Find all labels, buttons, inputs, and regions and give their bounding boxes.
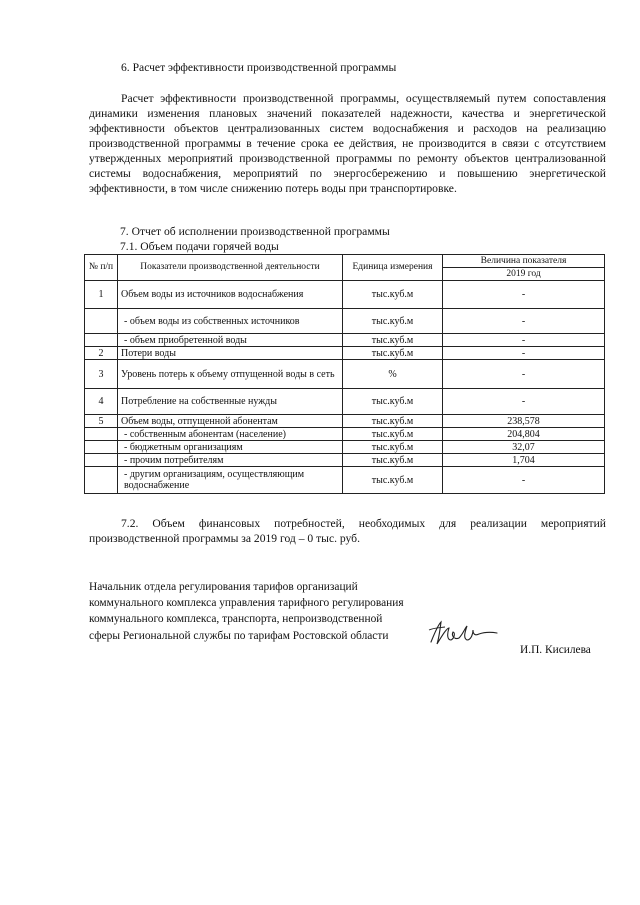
section-6-paragraph: Расчет эффективности производственной программы, осуществляемый путем сопоставления динамики изменения плановых значений показателей надежности, качества и энергетической эффективности объектов централизованных систем водоснабжения и расходов на реализацию производственной программы в течение срока ее действия, не производится в связи с отсутствием утвержденных мероприятий производственной программы по ремонту объектов централизованной системы водоснабжения, мероприятий по энергосбережению и повышению энергетической эффективности, в том числе снижению потерь воды при транспортировке. xyxy=(89,92,606,195)
header-year: 2019 год xyxy=(443,268,605,281)
signatory-position: Начальник отдела регулирования тарифов организаций коммунального комплекса управления тарифного регулирования коммунального комплекса, транспорта, непроизводственной сферы Региональной службы по тарифам Ростовской области xyxy=(89,581,404,642)
header-value: Величина показателя xyxy=(443,255,605,268)
section-7-2-paragraph: 7.2. Объем финансовых потребностей, необходимых для реализации мероприятий производственной программы за 2019 год – 0 тыс. руб. xyxy=(89,517,606,545)
row-unit: тыс.куб.м xyxy=(343,467,443,494)
table-row xyxy=(85,389,605,415)
section-6-heading: 6. Расчет эффективности производственной программы xyxy=(121,61,397,74)
row-num: 1 xyxy=(85,281,118,309)
row-unit: тыс.куб.м xyxy=(343,309,443,334)
row-value: 204,804 xyxy=(443,428,605,441)
row-value: 238,578 xyxy=(443,415,605,428)
row-value: 1,704 xyxy=(443,454,605,467)
table-row xyxy=(85,415,605,428)
row-value: 32,07 xyxy=(443,441,605,454)
row-name: Объем воды, отпущенной абонентам xyxy=(118,415,343,428)
row-name: - другим организациям, осуществляющим водоснабжение xyxy=(118,467,343,494)
row-unit: тыс.куб.м xyxy=(343,334,443,347)
row-name: - собственным абонентам (население) xyxy=(118,428,343,441)
row-name: - бюджетным организациям xyxy=(118,441,343,454)
row-num: 3 xyxy=(85,360,118,389)
row-name: - объем приобретенной воды xyxy=(118,334,343,347)
row-num xyxy=(85,309,118,334)
water-supply-table xyxy=(84,254,605,494)
row-unit: тыс.куб.м xyxy=(343,281,443,309)
row-value: - xyxy=(443,309,605,334)
row-unit: % xyxy=(343,360,443,389)
header-indicator: Показатели производственной деятельности xyxy=(118,255,343,281)
row-num xyxy=(85,334,118,347)
handwritten-signature xyxy=(425,614,505,654)
row-num xyxy=(85,454,118,467)
row-name: Уровень потерь к объему отпущенной воды в сеть xyxy=(118,360,343,389)
header-unit: Единица измерения xyxy=(343,255,443,281)
row-value: - xyxy=(443,334,605,347)
row-num xyxy=(85,428,118,441)
row-value: - xyxy=(443,467,605,494)
row-name: - прочим потребителям xyxy=(118,454,343,467)
row-name: - объем воды из собственных источников xyxy=(118,309,343,334)
row-unit: тыс.куб.м xyxy=(343,441,443,454)
section-7-heading: 7. Отчет об исполнении производственной программы xyxy=(120,225,390,238)
table-row xyxy=(85,309,605,334)
signatory-name: И.П. Кисилева xyxy=(520,644,591,656)
row-num: 2 xyxy=(85,347,118,360)
table-row xyxy=(85,360,605,389)
row-unit: тыс.куб.м xyxy=(343,415,443,428)
row-num xyxy=(85,467,118,494)
table-row xyxy=(85,467,605,494)
table-row xyxy=(85,281,605,309)
row-num: 5 xyxy=(85,415,118,428)
table-row xyxy=(85,454,605,467)
row-value: - xyxy=(443,281,605,309)
row-unit: тыс.куб.м xyxy=(343,454,443,467)
row-unit: тыс.куб.м xyxy=(343,389,443,415)
row-name: Потери воды xyxy=(118,347,343,360)
row-name: Объем воды из источников водоснабжения xyxy=(118,281,343,309)
row-num xyxy=(85,441,118,454)
table-row xyxy=(85,347,605,360)
row-value: - xyxy=(443,389,605,415)
table-row xyxy=(85,428,605,441)
header-num: № п/п xyxy=(85,255,118,281)
table-row xyxy=(85,441,605,454)
row-value: - xyxy=(443,347,605,360)
row-unit: тыс.куб.м xyxy=(343,347,443,360)
row-num: 4 xyxy=(85,389,118,415)
row-name: Потребление на собственные нужды xyxy=(118,389,343,415)
table-row xyxy=(85,334,605,347)
section-7-1-heading: 7.1. Объем подачи горячей воды xyxy=(120,240,279,253)
row-value: - xyxy=(443,360,605,389)
row-unit: тыс.куб.м xyxy=(343,428,443,441)
